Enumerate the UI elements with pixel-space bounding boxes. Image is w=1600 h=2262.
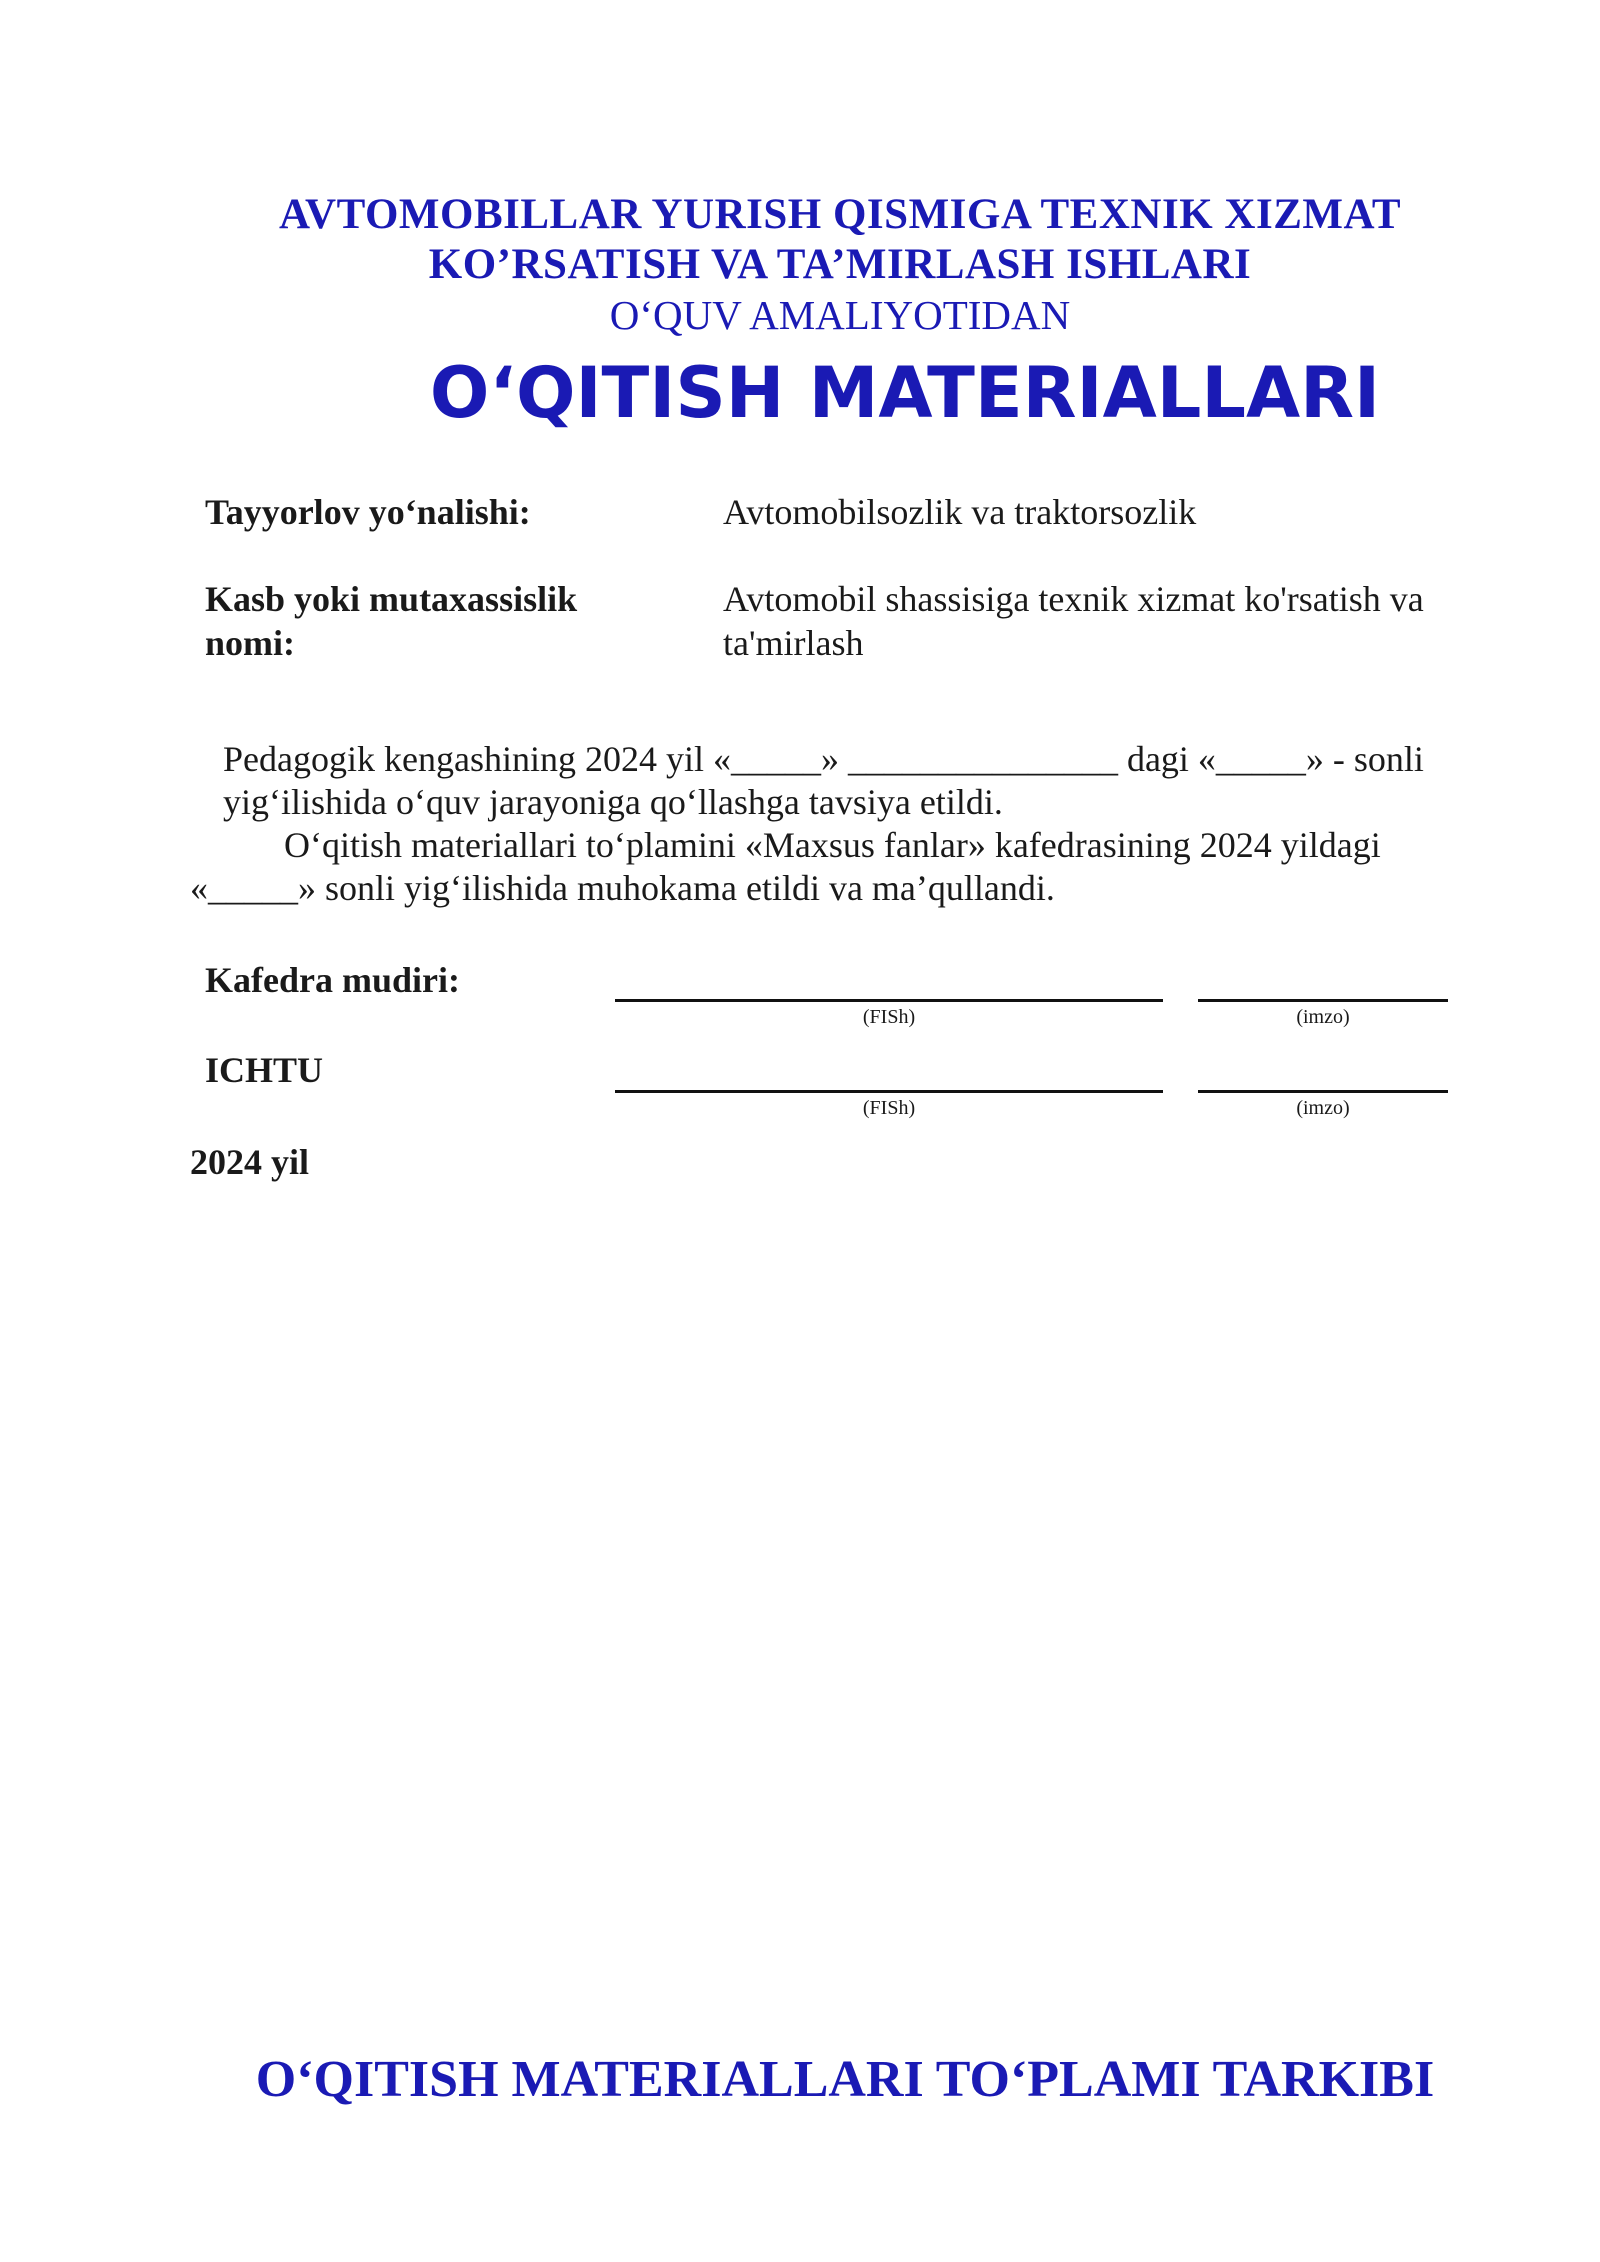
approval-line-2: yig‘ilishida o‘quv jarayoniga qo‘llashga tavsiya etildi. <box>223 782 1003 822</box>
info-value-profession: Avtomobil shassisiga texnik xizmat ko'rsatish va ta'mirlash <box>723 579 1424 663</box>
signature-sign-caption: (imzo) <box>1296 1006 1350 1028</box>
signature-name-line <box>615 1090 1163 1093</box>
signature-sign-line <box>1198 999 1448 1002</box>
header-line-1: AVTOMOBILLAR YURISH QISMIGA TEXNIK XIZMAT <box>279 191 1401 238</box>
signature-name-caption: (FISh) <box>862 1097 916 1119</box>
info-label-direction: Tayyorlov yo‘nalishi: <box>205 492 531 532</box>
signature-sign-line <box>1198 1090 1448 1093</box>
signature-sign-caption: (imzo) <box>1296 1097 1350 1119</box>
section-title: O‘QITISH MATERIALLARI TO‘PLAMI TARKIBI <box>255 2051 1435 2108</box>
approval-line-3: O‘qitish materiallari to‘plamini «Maxsus fanlar» kafedrasining 2024 yildagi <box>284 825 1381 865</box>
info-value-direction: Avtomobilsozlik va traktorsozlik <box>723 492 1197 532</box>
info-label-profession: Kasb yoki mutaxassislik nomi: <box>205 579 578 663</box>
signature-name-line <box>615 999 1163 1002</box>
header-line-3: O‘QUV AMALIYOTIDAN <box>609 292 1071 338</box>
signature-name-caption: (FISh) <box>862 1006 916 1028</box>
approval-line-1: Pedagogik kengashining 2024 yil «_____» _______________ dagi «_____» - sonli <box>223 739 1424 779</box>
header-line-2: KO’RSATISH VA TA’MIRLASH ISHLARI <box>428 241 1252 288</box>
signature-label-head: Kafedra mudiri: <box>205 960 460 1000</box>
document-year: 2024 yil <box>190 1142 310 1182</box>
approval-line-4: «_____» sonli yig‘ilishida muhokama etildi va ma’qullandi. <box>190 868 1055 908</box>
signature-label-ichtu: ICHTU <box>205 1050 324 1090</box>
document-title: O‘QITISH MATERIALLARI <box>429 352 1381 434</box>
